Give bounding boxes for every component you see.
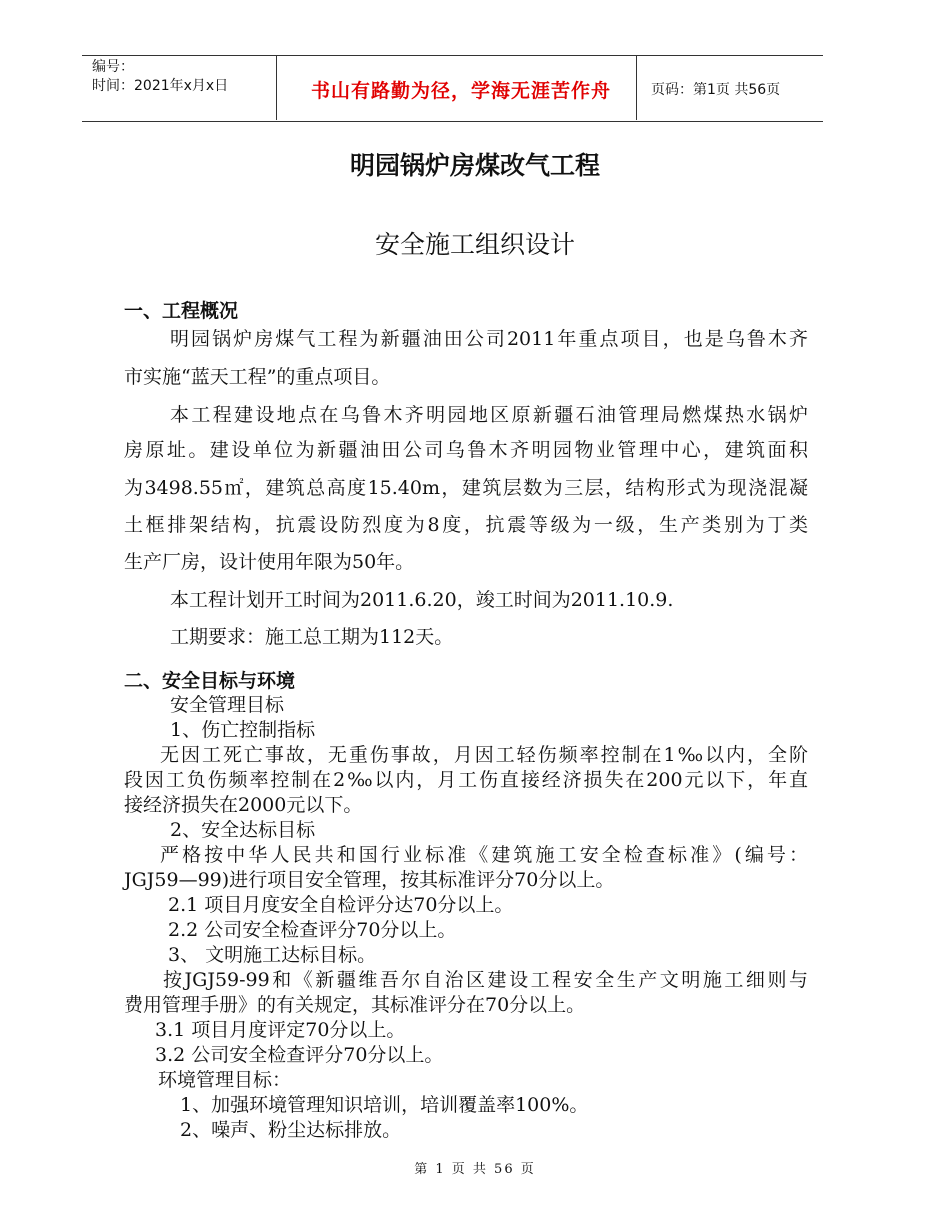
paragraph-line: 本工程计划开工时间为2011.6.20，竣工时间为2011.10.9. <box>170 589 674 611</box>
paragraph-line: 按JGJ59-99和《新疆维吾尔自治区建设工程安全生产文明施工细则与 <box>163 969 808 991</box>
paragraph-line: 市实施“蓝天工程”的重点项目。 <box>124 366 391 388</box>
paragraph-line: 生产厂房，设计使用年限为50年。 <box>124 551 415 573</box>
header-divider-left <box>276 56 277 120</box>
paragraph-line: 2.2 公司安全检查评分70分以上。 <box>168 919 457 941</box>
doc-subtitle: 安全施工组织设计 <box>374 230 575 259</box>
header-bottom-rule <box>82 121 823 122</box>
paragraph-line: 1、伤亡控制指标 <box>170 719 316 741</box>
paragraph-line: 本工程建设地点在乌鲁木齐明园地区原新疆石油管理局燃煤热水锅炉 <box>170 404 808 426</box>
paragraph-line: 安全管理目标 <box>170 694 285 716</box>
paragraph-line: 接经济损失在2000元以下。 <box>124 794 363 816</box>
paragraph-line: 3.2 公司安全检查评分70分以上。 <box>155 1044 444 1066</box>
header-page-label: 页码：第1页 共56页 <box>651 82 781 98</box>
paragraph-line: 工期要求：施工总工期为112天。 <box>170 626 454 648</box>
paragraph-line: JGJ59—99)进行项目安全管理，按其标准评分70分以上。 <box>124 869 615 891</box>
paragraph-line: 明园锅炉房煤气工程为新疆油田公司2011年重点项目，也是乌鲁木齐 <box>170 328 808 350</box>
header-top-rule <box>82 55 823 56</box>
paragraph-line: 无因工死亡事故，无重伤事故，月因工轻伤频率控制在1‰以内，全阶 <box>160 744 808 766</box>
paragraph-line: 2.1 项目月度安全自检评分达70分以上。 <box>168 894 514 916</box>
paragraph-line: 为3498.55㎡，建筑总高度15.40m，建筑层数为三层，结构形式为现浇混凝 <box>124 477 808 499</box>
paragraph-line: 3.1 项目月度评定70分以上。 <box>155 1019 406 1041</box>
header-motto: 书山有路勤为径，学海无涯苦作舟 <box>310 80 611 102</box>
header-divider-right <box>636 56 637 120</box>
paragraph-line: 费用管理手册》的有关规定，其标准评分在70分以上。 <box>124 994 586 1016</box>
doc-title: 明园锅炉房煤改气工程 <box>349 151 600 180</box>
paragraph-line: 2、噪声、粉尘达标排放。 <box>180 1119 402 1141</box>
doc-number-label: 编号： <box>92 59 134 75</box>
section-heading: 二、安全目标与环境 <box>124 670 296 692</box>
section-heading: 一、工程概况 <box>124 300 239 322</box>
paragraph-line: 房原址。建设单位为新疆油田公司乌鲁木齐明园物业管理中心，建筑面积 <box>124 439 808 461</box>
page-footer: 第 1 页 共 56 页 <box>414 1162 536 1177</box>
doc-time-label: 时间：2021年x月x日 <box>92 78 229 94</box>
paragraph-line: 段因工负伤频率控制在2‰以内，月工伤直接经济损失在200元以下，年直 <box>124 769 808 791</box>
paragraph-line: 2、安全达标目标 <box>170 819 316 841</box>
paragraph-line: 环境管理目标： <box>158 1069 292 1091</box>
paragraph-line: 土框排架结构，抗震设防烈度为8度，抗震等级为一级，生产类别为丁类 <box>124 514 808 536</box>
paragraph-line: 严格按中华人民共和国行业标准《建筑施工安全检查标准》(编号： <box>160 844 808 866</box>
paragraph-line: 3、 文明施工达标目标。 <box>168 944 377 966</box>
header-meta <box>92 58 228 96</box>
paragraph-line: 1、加强环境管理知识培训，培训覆盖率100%。 <box>180 1094 589 1116</box>
